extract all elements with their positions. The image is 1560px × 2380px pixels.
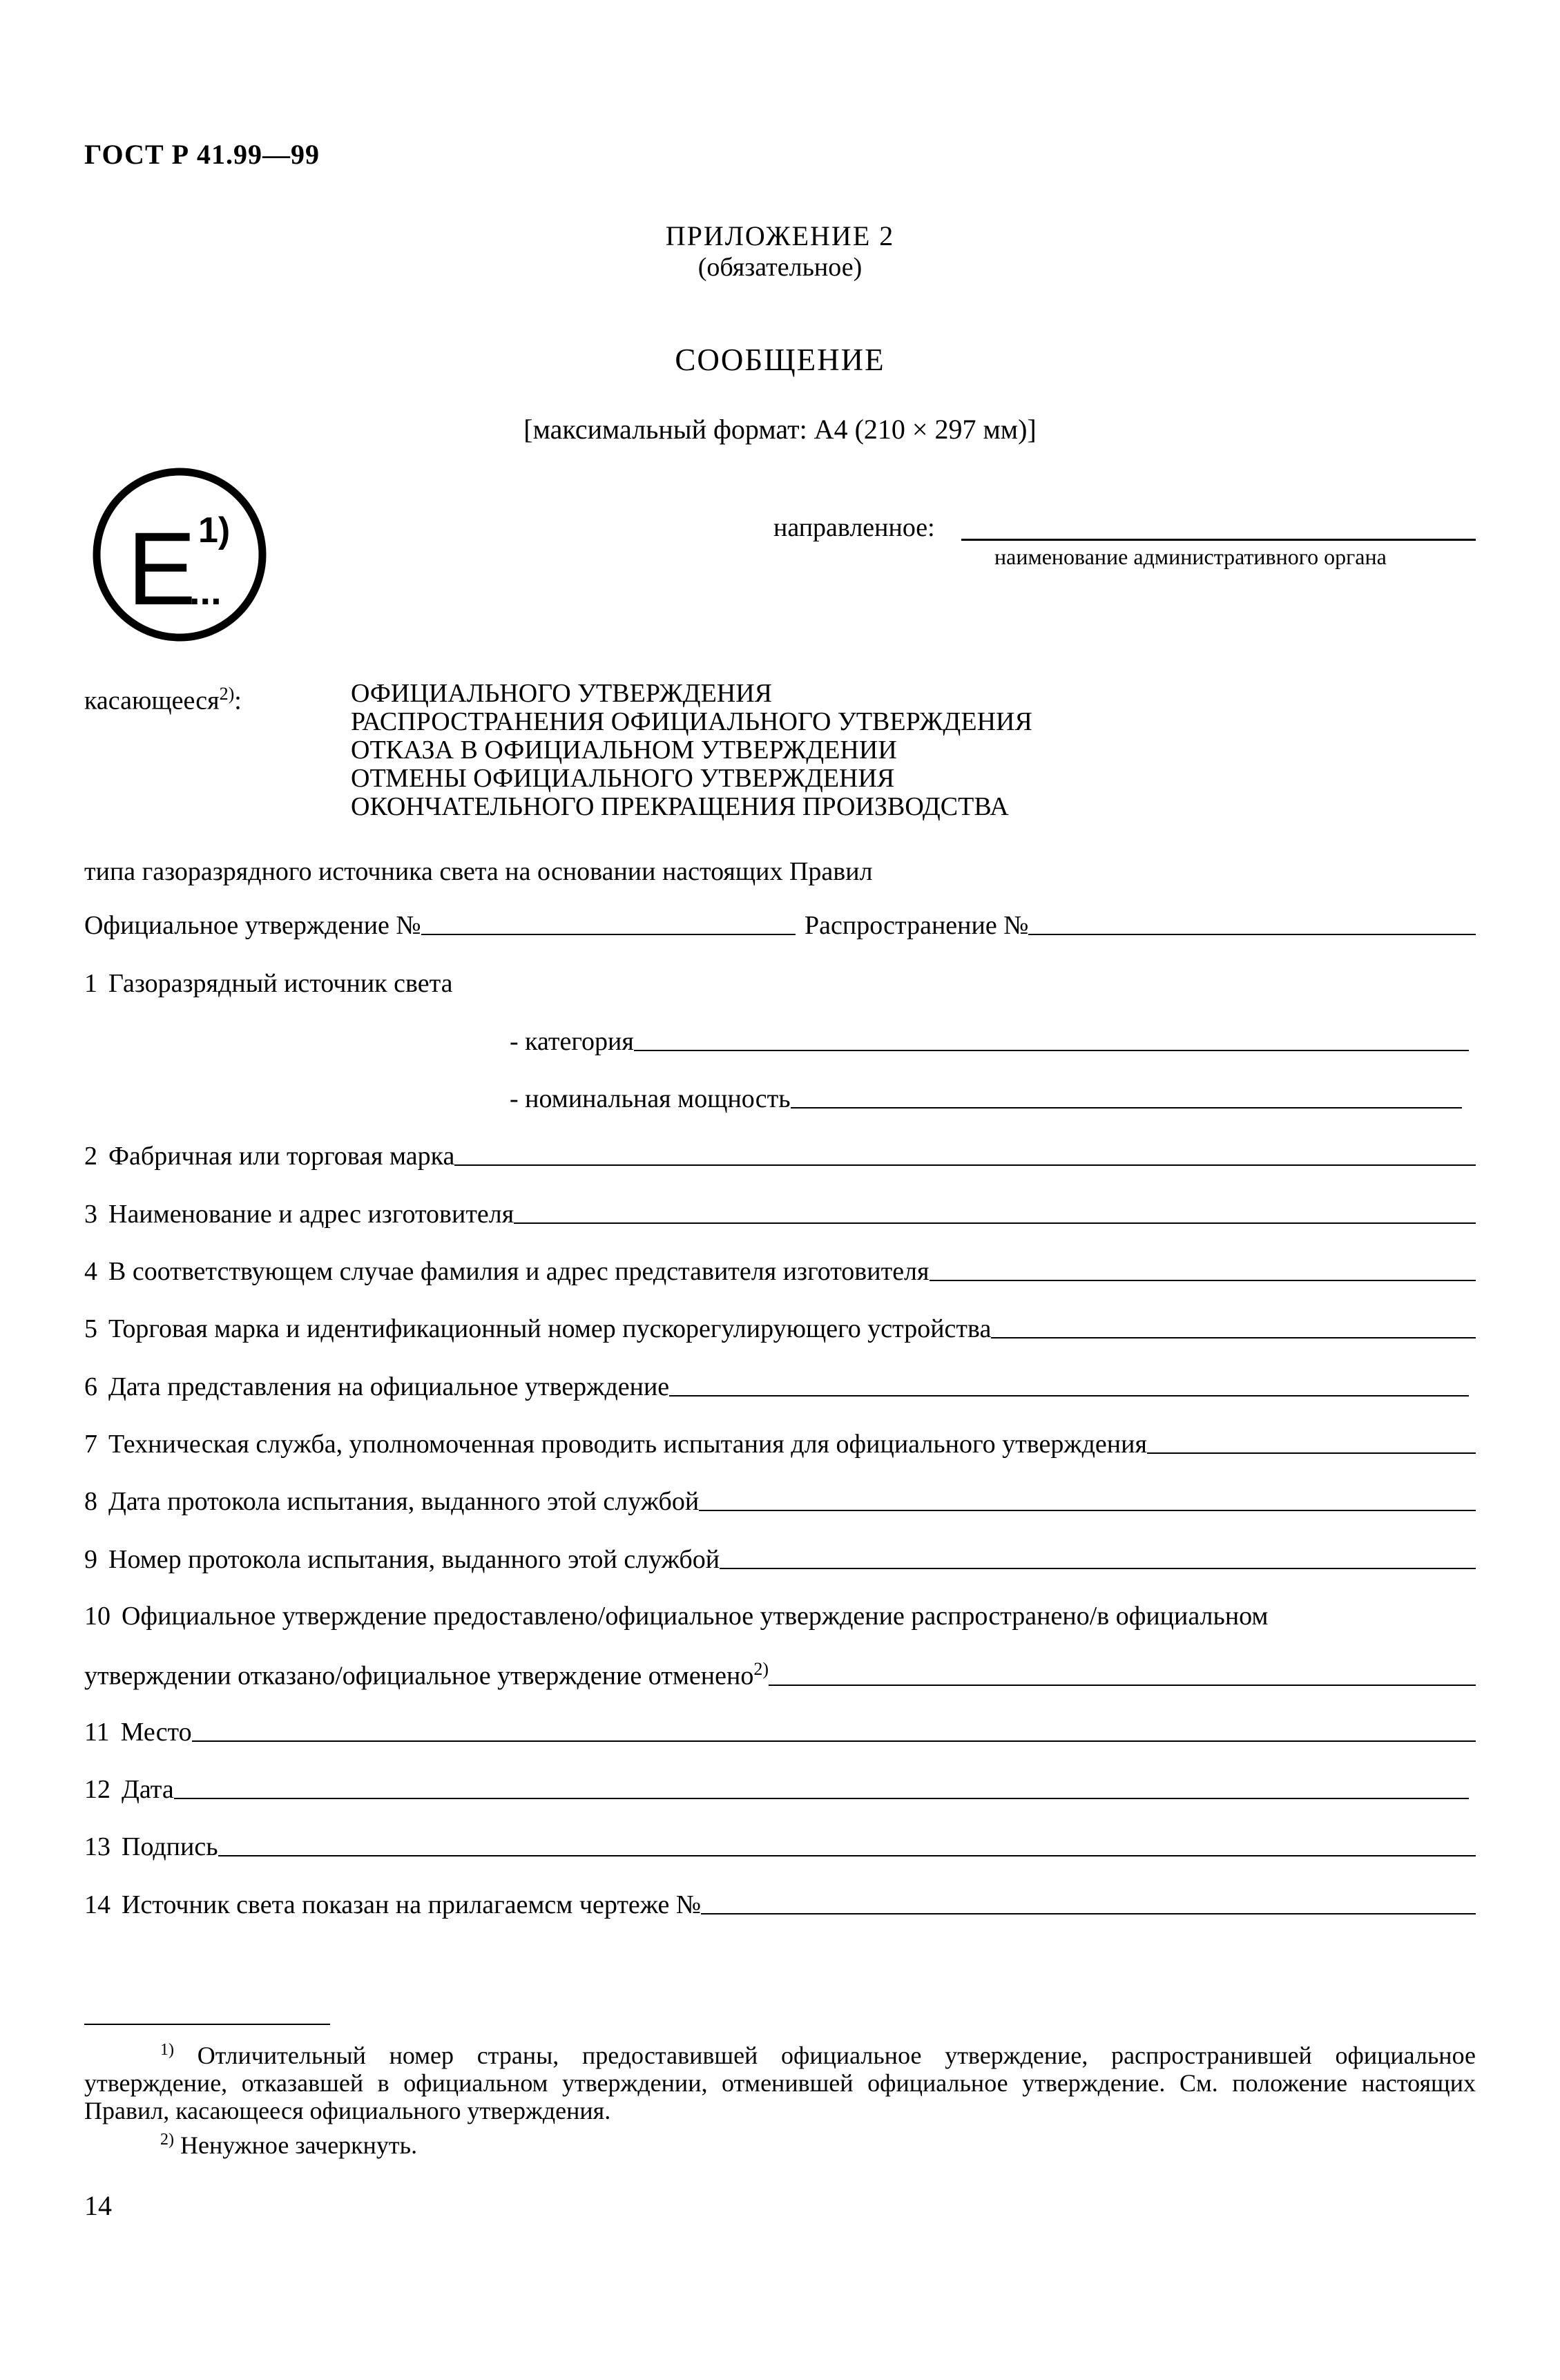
footnote-divider [84,2024,330,2025]
sent-to-field[interactable] [961,539,1476,541]
footnote-2: $^{2)}$ Ненужное зачеркнуть. [160,2131,418,2159]
item-5: 5 Торговая марка и идентификационный номер пускорегулирующего устройства [84,1314,1476,1344]
approval-number-row [84,910,796,941]
item-14: 14 Источник света показан на прилагаемсм чертеже № [84,1890,1476,1920]
item-10-cont: утверждении отказано/официальное утверждение отменено$^{2)}$ [84,1659,1476,1691]
appendix-subtitle: (обязательное) [697,253,863,282]
format-note: [максимальный формат: А4 (210 × 297 мм)] [523,414,1037,445]
e-mark-icon [91,466,268,643]
ballast-field[interactable] [991,1337,1476,1338]
standard-number: ГОСТ Р 41.99—99 [84,139,320,170]
option-withdrawal[interactable]: ОТМЕНЫ ОФИЦИАЛЬНОГО УТВЕРЖДЕНИЯ [351,764,895,793]
item-1-power-row: - номинальная мощность [510,1084,1462,1114]
power-field[interactable] [791,1107,1462,1109]
option-refusal[interactable]: ОТКАЗА В ОФИЦИАЛЬНОМ УТВЕРЖДЕНИИ [351,736,897,765]
category-field[interactable] [634,1050,1469,1051]
extension-number-row [805,910,1476,941]
concerning-label: касающееся$^{2)}$: [84,684,242,716]
report-date-field[interactable] [699,1510,1476,1511]
approval-number-field[interactable] [421,934,796,935]
trade-mark-field[interactable] [454,1164,1476,1166]
item-3: 3 Наименование и адрес изготовителя [84,1199,1476,1229]
e-mark-ref: 1) [198,510,231,550]
message-title: СООБЩЕНИЕ [675,343,885,377]
representative-field[interactable] [930,1280,1476,1281]
item-10: 10 Официальное утверждение предоставлено/официальное утверждение распространено/в официальном [84,1602,1269,1631]
item-1: 1 Газоразрядный источник света [84,969,453,998]
extension-number-field[interactable] [1028,934,1476,935]
signature-field[interactable] [218,1855,1476,1856]
technical-service-field[interactable] [1147,1452,1476,1454]
option-discontinued[interactable]: ОКОНЧАТЕЛЬНОГО ПРЕКРАЩЕНИЯ ПРОИЗВОДСТВА [351,792,1009,821]
option-extension[interactable]: РАСПРОСТРАНЕНИЯ ОФИЦИАЛЬНОГО УТВЕРЖДЕНИЯ [351,707,1032,736]
date-field[interactable] [174,1798,1469,1799]
decision-field[interactable] [769,1685,1476,1686]
item-6: 6 Дата представления на официальное утверждение [84,1372,1469,1402]
type-statement: типа газоразрядного источника света на основании настоящих Правил [84,857,873,886]
e-mark-letter: E [127,510,197,626]
option-approval[interactable]: ОФИЦИАЛЬНОГО УТВЕРЖДЕНИЯ [351,679,773,708]
page-number: 14 [84,2190,112,2221]
e-mark-dots: ... [189,569,222,613]
appendix-title: ПРИЛОЖЕНИЕ 2 [665,220,895,251]
place-field[interactable] [192,1740,1476,1742]
item-8: 8 Дата протокола испытания, выданного этой службой [84,1486,1476,1517]
manufacturer-field[interactable] [514,1222,1476,1224]
item-2: 2 Фабричная или торговая марка [84,1141,1476,1171]
item-7: 7 Техническая служба, уполномоченная проводить испытания для официального утверждения [84,1429,1476,1459]
report-number-field[interactable] [720,1568,1476,1569]
item-12: 12 Дата [84,1774,1469,1805]
approval-number-label: Официальное утверждение № [84,911,421,940]
submission-date-field[interactable] [669,1395,1469,1397]
drawing-number-field[interactable] [701,1913,1476,1914]
item-13: 13 Подпись [84,1832,1476,1862]
concerning-options [351,680,1032,821]
item-9: 9 Номер протокола испытания, выданного этой службой [84,1544,1476,1575]
sent-to-label: направленное: [773,513,935,542]
extension-number-label: Распространение № [805,911,1029,940]
item-11: 11 Место [84,1717,1476,1747]
item-1-category-row: - категория [510,1026,1469,1057]
item-4: 4 В соответствующем случае фамилия и адрес представителя изготовителя [84,1256,1476,1287]
sent-to-caption: наименование административного органа [994,544,1387,569]
footnote-1: $^{1)}$ Отличительный номер страны, предоставившей официальное утверждение, распространившей официальное утверждение, отказавшей в официальном утверждении, отменившей официальное утверждение. См. положение настоящих Правил, касающееся официального утверждения. [84,2041,1476,2124]
